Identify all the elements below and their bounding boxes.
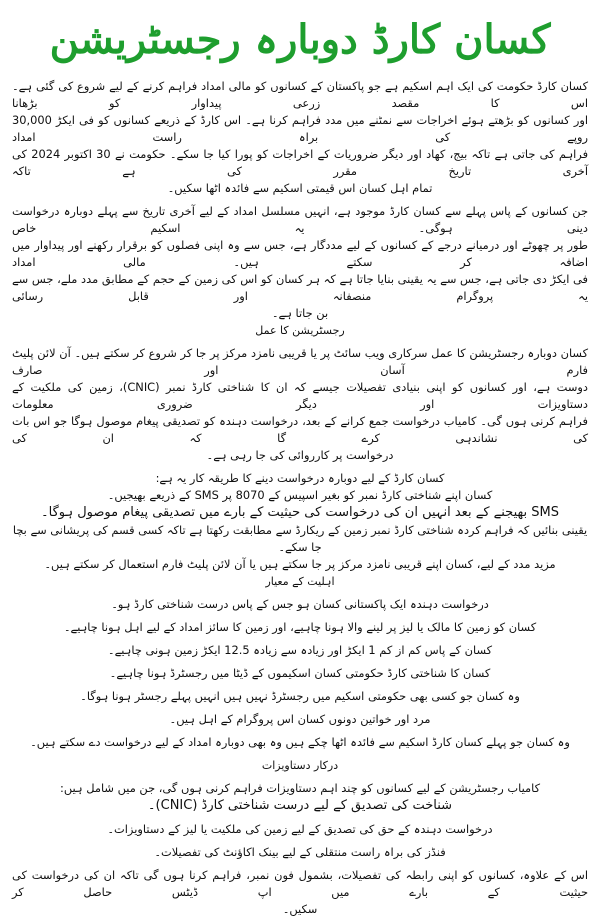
eligibility-item: وہ کسان جو پہلے کسان کارڈ اسکیم سے فائدہ اٹھا چکے ہیں وہ بھی دوبارہ امداد کے لیے درخواست دے سکتے ہیں۔ [30, 735, 570, 749]
section-heading-documents: درکار دستاویزات [261, 759, 339, 772]
article-body [12, 78, 588, 918]
eligibility-item: مرد اور خواتین دونوں کسان اس پروگرام کے اہل ہیں۔ [169, 712, 431, 726]
process-line: کسان دوبارہ رجسٹریشن کا عمل سرکاری ویب سائٹ پر یا قریبی نامزد مرکز پر جا کر شروع کر سکتے ہیں۔ آن لائن پلیٹ فارم آسان اور صارف [12, 346, 588, 377]
para2-line: فی ایکڑ دی جاتی ہے، جس سے یہ یقینی بنایا جاتا ہے کہ ہر کسان کو اس کی زمین کے حجم کے مطابق مدد ملے، جس سے یہ پروگرام منصفانہ اور قابل رسائی [12, 272, 588, 303]
eligibility-item: کسان کا شناختی کارڈ حکومتی کسان اسکیموں کے ڈیٹا میں رجسٹرڈ ہونا چاہیے۔ [109, 666, 491, 680]
method-step: یقینی بنائیں کہ فراہم کردہ شناختی کارڈ نمبر زمین کے ریکارڈ سے مطابقت رکھتا ہے تاکہ کسی قسم کی پریشانی سے بچا جا سکے۔ [12, 523, 588, 554]
eligibility-item: کسان کو زمین کا مالک یا لیز پر لینے والا ہونا چاہیے، اور زمین کا سائز امداد کے لیے اہل ہونا چاہیے۔ [63, 620, 537, 634]
method-step: کسان اپنے شناختی کارڈ نمبر کو بغیر اسپیس کے 8070 پر SMS کے ذریعے بھیجیں۔ [107, 488, 493, 502]
eligibility-item: کسان کے پاس کم از کم 1 ایکڑ اور زیادہ سے زیادہ 12.5 ایکڑ زمین ہونی چاہیے۔ [107, 643, 493, 657]
intro-line: اور کسانوں کو بڑھتے ہوئے اخراجات سے نمٹنے میں مدد فراہم کرنا ہے۔ اس کارڈ کے ذریعے کسانوں کو فی ایکڑ 30,000 روپے کی براہ راست امداد [12, 113, 588, 144]
eligibility-item: درخواست دہندہ ایک پاکستانی کسان ہو جس کے پاس درست شناختی کارڈ ہو۔ [111, 597, 489, 611]
para2-line: بن جاتا ہے۔ [271, 306, 329, 320]
para2-line: جن کسانوں کے پاس پہلے سے کسان کارڈ موجود ہے، انہیں مسلسل امداد کے لیے آخری تاریخ سے پہلے دوبارہ درخواست دینی ہوگی۔ یہ اسکیم خاص [12, 204, 588, 235]
page-title: کسان کارڈ دوبارہ رجسٹریشن [49, 16, 551, 63]
section-heading-eligibility: اہلیت کے معیار [265, 575, 335, 588]
document-item: فنڈز کی براہ راست منتقلی کے لیے بینک اکاؤنٹ کی تفصیلات۔ [154, 845, 446, 859]
method-intro: کسان کارڈ کے لیے دوبارہ درخواست دینے کا طریقہ کار یہ ہے: [155, 471, 445, 485]
process-line: فراہم کرنی ہوں گی۔ کامیاب درخواست جمع کرانے کے بعد، درخواست دہندہ کو تصدیقی پیغام موصول ہوگا جو اس بات کی نشاندہی کرے گا کہ ان کی [12, 414, 588, 445]
process-line: دوست ہے، اور کسانوں کو اپنی بنیادی تفصیلات جیسے کہ ان کا شناختی کارڈ نمبر (CNIC)، زمین کی ملکیت کے دستاویزات اور دیگر ضروری معلومات [12, 380, 588, 411]
documents-intro: کامیاب رجسٹریشن کے لیے کسانوں کو چند اہم دستاویزات فراہم کرنی ہوں گی، جن میں شامل ہیں: [59, 781, 540, 795]
para2-line: طور پر چھوٹے اور درمیانے درجے کے کسانوں کے لیے مددگار ہے، جس سے وہ اپنی فصلوں کو برقرار رکھنے اور پیداوار میں اضافہ کر سکتے ہیں۔ مالی امداد [12, 238, 588, 269]
document-item: درخواست دہندہ کے حق کی تصدیق کے لیے زمین کی ملکیت یا لیز کے دستاویزات۔ [107, 822, 493, 836]
document-note-line: اس کے علاوہ، کسانوں کو اپنی رابطہ کی تفصیلات، بشمول فون نمبر، فراہم کرنا ہوں گی تاکہ ان کی درخواست کی حیثیت کے بارے میں اپ ڈیٹس حاصل کر [12, 868, 588, 899]
document-note-line: سکیں۔ [282, 902, 318, 916]
intro-line: تمام اہل کسان اس قیمتی اسکیم سے فائدہ اٹھا سکیں۔ [167, 181, 433, 195]
method-step: SMS بھیجنے کے بعد انہیں ان کی درخواست کی حیثیت کے بارے میں تصدیقی پیغام موصول ہوگا۔ [41, 505, 559, 520]
section-heading-process: رجسٹریشن کا عمل [255, 324, 345, 337]
process-line: درخواست پر کارروائی کی جا رہی ہے۔ [206, 448, 394, 462]
eligibility-item: وہ کسان جو کسی بھی حکومتی اسکیم میں رجسٹرڈ نہیں ہیں انہیں پہلے رجسٹر ہونا ہوگا۔ [80, 689, 520, 703]
intro-line: کسان کارڈ حکومت کی ایک اہم اسکیم ہے جو پاکستان کے کسانوں کو مالی امداد فراہم کرنے کے لیے شروع کی گئی ہے۔ اس کا مقصد زرعی پیداوار کو بڑھانا [12, 79, 588, 110]
method-step: مزید مدد کے لیے، کسان اپنے قریبی نامزد مرکز پر جا سکتے ہیں یا آن لائن پلیٹ فارم استعمال کر سکتے ہیں۔ [44, 557, 556, 571]
intro-line: فراہم کی جاتی ہے تاکہ بیج، کھاد اور دیگر ضروریات کے اخراجات کو پورا کیا جا سکے۔ حکومت نے 30 اکتوبر 2024 کی آخری تاریخ مقرر کی ہے تاکہ [12, 147, 589, 178]
document-item: شناخت کی تصدیق کے لیے درست شناختی کارڈ (CNIC)۔ [147, 798, 453, 813]
